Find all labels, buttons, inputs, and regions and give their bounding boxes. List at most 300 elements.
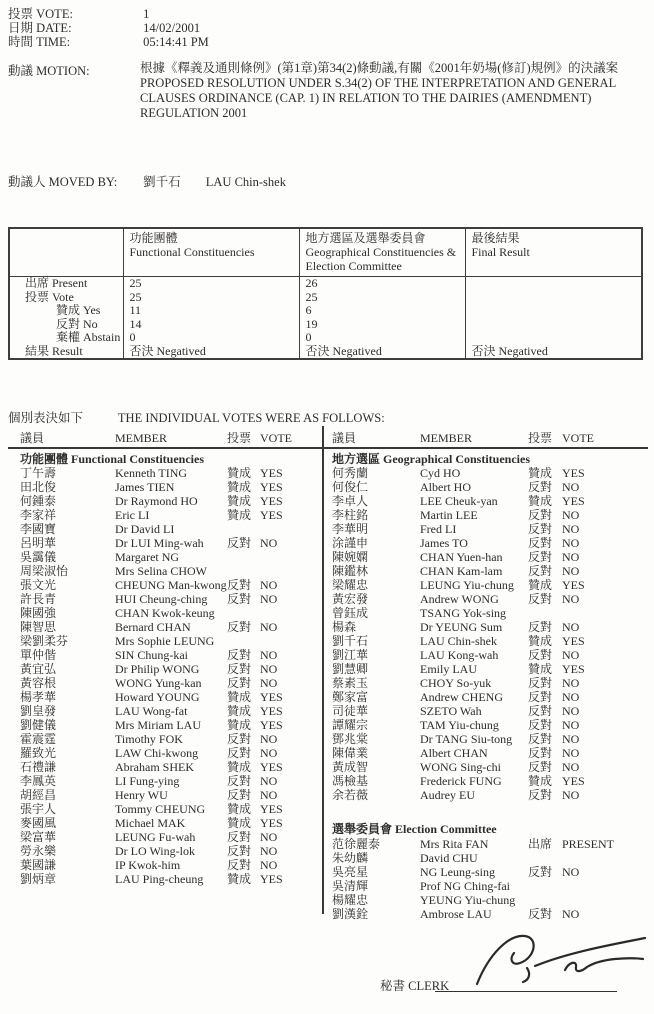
- election-committee-section-header: 選舉委員會 Election Committee: [332, 822, 497, 836]
- clerk-label: 秘書 CLERK: [380, 979, 450, 993]
- member-vote-en: YES: [562, 494, 585, 508]
- member-vote-en: PRESENT: [562, 837, 615, 851]
- member-vote-zh: 贊成: [227, 480, 252, 494]
- summary-row-label: 反對 No: [56, 317, 98, 331]
- member-row: [332, 851, 648, 865]
- member-name-zh: 劉慧卿: [332, 662, 369, 676]
- member-row: [332, 648, 648, 662]
- member-vote-zh: 贊成: [528, 774, 553, 788]
- member-name-en: Audrey EU: [420, 788, 475, 802]
- member-name-zh: 鄭家富: [332, 690, 369, 704]
- member-name-en: LEUNG Fu-wah: [115, 830, 196, 844]
- geographical-member-list: [332, 466, 648, 802]
- member-row: [332, 788, 648, 802]
- member-vote-en: NO: [562, 550, 580, 564]
- member-row: [332, 760, 648, 774]
- member-name-zh: 葉國謙: [20, 858, 57, 872]
- summary-geographical-value: 26: [299, 277, 465, 291]
- member-name-en: Dr Raymond HO: [115, 494, 198, 508]
- member-vote-en: YES: [260, 466, 283, 480]
- member-vote-zh: 贊成: [227, 816, 252, 830]
- summary-header-geographical: [299, 228, 465, 277]
- member-name-zh: 劉漢銓: [332, 907, 369, 921]
- member-vote-en: [260, 634, 322, 648]
- summary-final-value: [465, 304, 642, 318]
- member-name-zh: 吳靄儀: [20, 550, 57, 564]
- member-row: [332, 690, 648, 704]
- member-vote-zh: 反對: [227, 774, 252, 788]
- summary-row-label: 投票 Vote: [25, 290, 74, 304]
- member-column-header-en: MEMBER: [420, 431, 473, 445]
- member-row: [20, 816, 322, 830]
- member-vote-zh: [227, 564, 260, 578]
- member-name-en: LEE Cheuk-yan: [420, 494, 498, 508]
- member-vote-en: NO: [562, 508, 580, 522]
- member-vote-zh: 反對: [528, 746, 553, 760]
- member-name-zh: 陳鑑林: [332, 564, 369, 578]
- member-vote-en: NO: [260, 774, 278, 788]
- member-vote-en: NO: [562, 676, 580, 690]
- member-row: [332, 837, 648, 851]
- member-vote-en: NO: [260, 662, 278, 676]
- summary-final-value: [465, 277, 642, 291]
- vote-number-value: 1: [143, 7, 150, 21]
- member-vote-zh: 贊成: [528, 578, 553, 592]
- member-row: [20, 606, 322, 620]
- member-row: [20, 508, 322, 522]
- member-row: [332, 466, 648, 480]
- time-label: 時間 TIME:: [8, 35, 71, 49]
- member-vote-en: [562, 893, 648, 907]
- member-name-en: Dr TANG Siu-tong: [420, 732, 513, 746]
- member-name-zh: 陳智思: [20, 620, 57, 634]
- member-vote-en: NO: [562, 865, 580, 879]
- member-vote-zh: 反對: [528, 690, 553, 704]
- member-vote-zh: 反對: [227, 858, 252, 872]
- member-row: [332, 522, 648, 536]
- member-name-zh: 鄧兆棠: [332, 732, 369, 746]
- member-vote-zh: 反對: [528, 480, 553, 494]
- member-vote-zh: 反對: [227, 746, 252, 760]
- member-vote-zh: 反對: [528, 648, 553, 662]
- member-vote-en: NO: [562, 620, 580, 634]
- member-vote-zh: 反對: [528, 550, 553, 564]
- member-vote-en: NO: [260, 788, 278, 802]
- member-name-zh: 張文光: [20, 578, 57, 592]
- member-row: [20, 648, 322, 662]
- member-name-en: Timothy FOK: [115, 732, 183, 746]
- motion-row: [8, 61, 140, 79]
- member-vote-zh: 反對: [227, 732, 252, 746]
- summary-header-row: [9, 228, 642, 277]
- member-vote-zh: 反對: [528, 907, 553, 921]
- member-row: [20, 564, 322, 578]
- member-row: [332, 578, 648, 592]
- member-name-en: Fred LI: [420, 522, 457, 536]
- member-name-en: Ambrose LAU: [420, 907, 492, 921]
- summary-row-label: 贊成 Yes: [56, 304, 101, 317]
- member-vote-en: NO: [562, 536, 580, 550]
- member-name-zh: 黃宏發: [332, 592, 369, 606]
- member-vote-en: NO: [260, 578, 278, 592]
- member-name-zh: 陳偉業: [332, 746, 369, 760]
- member-vote-en: YES: [260, 480, 283, 494]
- member-name-zh: 曾鈺成: [332, 606, 369, 620]
- member-vote-zh: 贊成: [227, 872, 252, 886]
- member-name-zh: 丁午壽: [20, 466, 57, 480]
- member-vote-en: [260, 522, 322, 536]
- member-vote-en: [260, 550, 322, 564]
- vote-column-header-en: VOTE: [260, 431, 292, 445]
- member-vote-en: NO: [562, 690, 580, 704]
- member-name-en: Dr YEUNG Sum: [420, 620, 503, 634]
- election-committee-member-list: [332, 837, 648, 921]
- member-vote-zh: [227, 634, 260, 648]
- member-name-en: LAU Chin-shek: [420, 634, 497, 648]
- member-row: [332, 634, 648, 648]
- member-name-en: HUI Cheung-ching: [115, 592, 208, 606]
- member-vote-en: NO: [562, 648, 580, 662]
- member-vote-en: YES: [562, 466, 585, 480]
- time-row: [8, 32, 209, 50]
- member-row: [20, 480, 322, 494]
- member-row: [20, 536, 322, 550]
- member-row: [332, 718, 648, 732]
- member-name-en: Emily LAU: [420, 662, 477, 676]
- member-name-en: Mrs Rita FAN: [420, 837, 489, 851]
- individual-right-column: [332, 452, 648, 921]
- member-row: [332, 907, 648, 921]
- member-vote-zh: 反對: [528, 732, 553, 746]
- member-row: [20, 522, 322, 536]
- member-vote-en: YES: [562, 774, 585, 788]
- member-vote-zh: 反對: [528, 788, 553, 802]
- member-vote-zh: 贊成: [227, 802, 252, 816]
- member-vote-zh: 反對: [528, 620, 553, 634]
- clerk-signature-scrawl-icon: [465, 926, 651, 992]
- member-name-en: CHEUNG Man-kwong: [115, 578, 227, 592]
- summary-geographical-value: 6: [299, 304, 465, 318]
- member-row: [20, 634, 322, 648]
- member-name-zh: 單仲偕: [20, 648, 57, 662]
- member-vote-zh: [528, 851, 562, 865]
- member-vote-en: [562, 606, 648, 620]
- member-vote-en: YES: [260, 494, 283, 508]
- member-name-zh: 石禮謙: [20, 760, 57, 774]
- summary-final-value: 否決 Negatived: [465, 345, 642, 360]
- member-name-zh: 羅致光: [20, 746, 57, 760]
- member-name-zh: 許長青: [20, 592, 57, 606]
- member-name-en: Howard YOUNG: [115, 690, 200, 704]
- member-name-en: YEUNG Yiu-chung: [420, 893, 516, 907]
- header-divider-rule: [8, 447, 648, 449]
- member-vote-zh: 贊成: [528, 662, 553, 676]
- member-vote-zh: [528, 879, 562, 893]
- member-name-en: CHOY So-yuk: [420, 676, 492, 690]
- member-vote-en: YES: [260, 704, 283, 718]
- member-name-zh: 朱幼麟: [332, 851, 369, 865]
- member-vote-en: NO: [260, 620, 278, 634]
- member-name-zh: 司徒華: [332, 704, 369, 718]
- member-name-en: Bernard CHAN: [115, 620, 191, 634]
- member-name-en: Henry WU: [115, 788, 168, 802]
- member-vote-zh: 反對: [227, 788, 252, 802]
- member-name-en: David CHU: [420, 851, 478, 865]
- member-name-zh: 張宇人: [20, 802, 57, 816]
- member-name-zh: 劉江華: [332, 648, 369, 662]
- member-row: [332, 704, 648, 718]
- member-name-en: TAM Yiu-chung: [420, 718, 499, 732]
- member-vote-en: NO: [562, 522, 580, 536]
- member-row: [332, 508, 648, 522]
- vote-number-label: 投票 VOTE:: [8, 7, 73, 21]
- member-vote-en: [562, 879, 648, 893]
- member-vote-zh: 反對: [227, 578, 252, 592]
- member-row: [332, 494, 648, 508]
- member-vote-en: NO: [260, 732, 278, 746]
- member-vote-en: NO: [562, 564, 580, 578]
- member-name-en: Dr Philip WONG: [115, 662, 200, 676]
- member-name-en: James TIEN: [115, 480, 175, 494]
- member-name-zh: 梁劉柔芬: [20, 634, 69, 648]
- member-vote-en: NO: [260, 858, 278, 872]
- member-row: [20, 858, 322, 872]
- member-name-zh: 李家祥: [20, 508, 57, 522]
- member-name-zh: 何俊仁: [332, 480, 369, 494]
- member-vote-zh: 反對: [227, 676, 252, 690]
- member-vote-en: YES: [260, 760, 283, 774]
- member-vote-en: YES: [260, 690, 283, 704]
- member-vote-en: NO: [562, 480, 580, 494]
- member-column-header-en: MEMBER: [115, 431, 168, 445]
- summary-header-final: [465, 228, 642, 277]
- date-value: 14/02/2001: [143, 21, 201, 35]
- member-vote-zh: 反對: [227, 844, 252, 858]
- member-row: [20, 704, 322, 718]
- member-row: [332, 606, 648, 620]
- member-vote-zh: 贊成: [227, 508, 252, 522]
- member-name-zh: 楊孝華: [20, 690, 57, 704]
- motion-text-en: PROPOSED RESOLUTION UNDER S.34(2) OF THE INTERPRETATION AND GENERAL CLAUSES ORDINANCE (CAP. 1) IN RELATION TO THE DAIRIES (AMENDMENT) REGULATION 2001: [140, 76, 616, 120]
- member-vote-zh: 反對: [528, 592, 553, 606]
- member-vote-zh: 贊成: [227, 690, 252, 704]
- summary-geographical-value: 25: [299, 291, 465, 305]
- member-vote-zh: [528, 606, 562, 620]
- summary-functional-value: 25: [123, 291, 299, 305]
- member-row: [20, 550, 322, 564]
- member-vote-zh: [227, 550, 260, 564]
- summary-functional-value: 14: [123, 318, 299, 332]
- member-vote-en: NO: [562, 746, 580, 760]
- member-name-zh: 涂謹申: [332, 536, 369, 550]
- summary-header-final-zh: 最後結果: [471, 231, 520, 245]
- member-vote-zh: 反對: [528, 865, 553, 879]
- summary-header-final-en: Final Result: [471, 245, 530, 259]
- member-name-en: TSANG Yok-sing: [420, 606, 507, 620]
- member-row: [20, 466, 322, 480]
- member-vote-en: NO: [562, 718, 580, 732]
- summary-row: [9, 345, 642, 360]
- member-column-header-zh: 議員: [20, 431, 45, 445]
- member-vote-zh: 贊成: [528, 466, 553, 480]
- member-name-zh: 蔡素玉: [332, 676, 369, 690]
- member-name-zh: 劉千石: [332, 634, 369, 648]
- summary-functional-value: 25: [123, 277, 299, 291]
- member-name-zh: 麥國風: [20, 816, 57, 830]
- individual-left-column: [20, 452, 322, 886]
- member-vote-en: NO: [562, 732, 580, 746]
- summary-functional-value: 11: [123, 304, 299, 318]
- vote-column-header-en: VOTE: [562, 431, 594, 445]
- time-value: 05:14:41 PM: [143, 35, 209, 49]
- summary-header-functional-zh: 功能團體: [129, 231, 178, 245]
- member-vote-zh: 贊成: [227, 760, 252, 774]
- member-vote-zh: 反對: [227, 662, 252, 676]
- summary-header-empty: [9, 228, 123, 277]
- summary-header-functional-en: Functional Constituencies: [129, 245, 255, 259]
- member-name-en: Andrew WONG: [420, 592, 499, 606]
- member-vote-en: NO: [260, 746, 278, 760]
- member-row: [20, 620, 322, 634]
- member-row: [332, 592, 648, 606]
- member-name-en: CHAN Kwok-keung: [115, 606, 215, 620]
- member-vote-en: NO: [562, 788, 580, 802]
- member-vote-zh: 贊成: [227, 704, 252, 718]
- member-name-en: Frederick FUNG: [420, 774, 502, 788]
- member-name-zh: 譚耀宗: [332, 718, 369, 732]
- member-vote-zh: 反對: [528, 676, 553, 690]
- summary-table-body: [9, 277, 642, 360]
- summary-row-label: 結果 Result: [25, 344, 83, 358]
- member-name-zh: 李華明: [332, 522, 369, 536]
- member-name-en: LEUNG Yiu-chung: [420, 578, 514, 592]
- summary-geographical-value: 否決 Negatived: [299, 345, 465, 360]
- summary-final-value: [465, 318, 642, 332]
- member-name-zh: 胡經昌: [20, 788, 57, 802]
- member-name-en: LAU Wong-fat: [115, 704, 188, 718]
- member-name-en: Mrs Selina CHOW: [115, 564, 207, 578]
- member-vote-en: YES: [562, 578, 585, 592]
- moved-by-row: [8, 172, 286, 190]
- individual-votes-heading-en: THE INDIVIDUAL VOTES WERE AS FOLLOWS:: [117, 411, 385, 425]
- member-row: [332, 893, 648, 907]
- member-vote-zh: 反對: [528, 564, 553, 578]
- member-name-zh: 霍震霆: [20, 732, 57, 746]
- member-name-en: Dr LO Wing-lok: [115, 844, 195, 858]
- member-row: [20, 690, 322, 704]
- member-name-zh: 李鳳英: [20, 774, 57, 788]
- member-row: [332, 536, 648, 550]
- member-row: [332, 676, 648, 690]
- member-vote-en: YES: [260, 816, 283, 830]
- member-row: [332, 774, 648, 788]
- member-name-zh: 呂明華: [20, 536, 57, 550]
- member-vote-zh: 出席: [528, 837, 553, 851]
- member-name-en: Martin LEE: [420, 508, 478, 522]
- member-vote-zh: 反對: [227, 592, 252, 606]
- summary-row-label: 出席 Present: [25, 276, 88, 290]
- member-vote-zh: 贊成: [227, 718, 252, 732]
- member-vote-en: NO: [562, 592, 580, 606]
- summary-header-geographical-en: Geographical Constituencies & Election Committee: [305, 245, 457, 273]
- member-row: [332, 480, 648, 494]
- member-vote-en: YES: [562, 662, 585, 676]
- summary-header-geographical-zh: 地方選區及選舉委員會: [305, 231, 426, 245]
- member-name-zh: 周梁淑怡: [20, 564, 69, 578]
- member-vote-zh: [528, 893, 562, 907]
- member-name-zh: 李國寶: [20, 522, 57, 536]
- member-vote-zh: 反對: [528, 522, 553, 536]
- member-name-zh: 范徐麗泰: [332, 837, 381, 851]
- member-vote-zh: 反對: [227, 648, 252, 662]
- member-vote-en: NO: [260, 830, 278, 844]
- vote-column-header-zh: 投票: [227, 431, 252, 445]
- member-name-zh: 黃宜弘: [20, 662, 57, 676]
- member-name-en: LAW Chi-kwong: [115, 746, 199, 760]
- summary-geographical-value: 0: [299, 331, 465, 345]
- summary-row-label: 棄權 Abstain: [56, 331, 121, 344]
- clerk-signature-line: [435, 991, 617, 992]
- member-name-en: CHAN Kam-lam: [420, 564, 503, 578]
- moved-by-name-zh: 劉千石: [143, 175, 181, 189]
- member-row: [20, 844, 322, 858]
- member-row: [332, 662, 648, 676]
- motion-text-zh: 根據《釋義及通則條例》(第1章)第34(2)條動議,有關《2001年奶場(修訂)規例》的決議案: [140, 61, 619, 75]
- member-name-en: Dr David LI: [115, 522, 175, 536]
- member-name-en: Tommy CHEUNG: [115, 802, 206, 816]
- member-row: [332, 879, 648, 893]
- member-row: [20, 802, 322, 816]
- member-vote-en: YES: [562, 634, 585, 648]
- summary-geographical-value: 19: [299, 318, 465, 332]
- individual-votes-heading: [8, 408, 385, 426]
- member-name-zh: 余若薇: [332, 788, 369, 802]
- member-name-zh: 吳亮星: [332, 865, 369, 879]
- member-name-en: NG Leung-sing: [420, 865, 495, 879]
- member-name-en: WONG Sing-chi: [420, 760, 501, 774]
- member-name-en: Albert CHAN: [420, 746, 488, 760]
- member-row: [332, 550, 648, 564]
- member-name-en: Michael MAK: [115, 816, 186, 830]
- member-vote-en: NO: [260, 676, 278, 690]
- member-vote-en: [562, 851, 648, 865]
- summary-final-value: [465, 291, 642, 305]
- member-vote-zh: 反對: [528, 704, 553, 718]
- member-name-en: WONG Yung-kan: [115, 676, 202, 690]
- member-name-en: LAU Kong-wah: [420, 648, 499, 662]
- member-name-zh: 劉健儀: [20, 718, 57, 732]
- member-name-en: SIN Chung-kai: [115, 648, 188, 662]
- member-row: [332, 564, 648, 578]
- member-row: [332, 746, 648, 760]
- member-name-zh: 李卓人: [332, 494, 369, 508]
- functional-section-header: 功能團體 Functional Constituencies: [20, 452, 205, 466]
- member-row: [20, 774, 322, 788]
- summary-row: [9, 304, 642, 318]
- member-vote-zh: 贊成: [227, 466, 252, 480]
- member-name-zh: 楊森: [332, 620, 357, 634]
- summary-table: [8, 227, 643, 360]
- geographical-section-header: 地方選區 Geographical Constituencies: [332, 452, 530, 466]
- member-vote-zh: 反對: [528, 718, 553, 732]
- member-name-en: Albert HO: [420, 480, 471, 494]
- member-row: [20, 760, 322, 774]
- member-name-en: Mrs Sophie LEUNG: [115, 634, 215, 648]
- member-vote-zh: 贊成: [227, 494, 252, 508]
- member-name-en: Abraham SHEK: [115, 760, 194, 774]
- member-row: [20, 592, 322, 606]
- member-vote-en: NO: [260, 592, 278, 606]
